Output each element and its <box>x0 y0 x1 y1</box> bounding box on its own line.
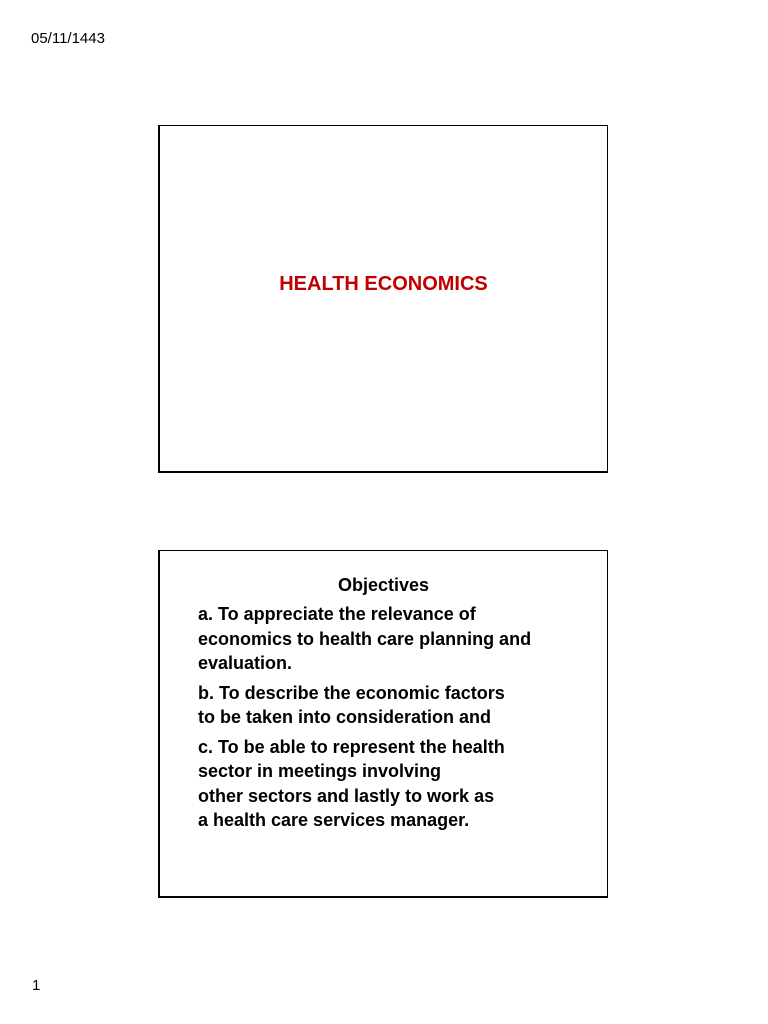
page-date: 05/11/1443 <box>31 30 105 47</box>
objective-item-b: b. To describe the economic factors to be taken into consideration and <box>198 682 505 727</box>
slide-title-card <box>158 125 608 473</box>
objective-item-a: a. To appreciate the relevance of economics to health care planning and evaluation. <box>198 604 532 673</box>
objective-item-c: c. To be able to represent the health sector in meetings involving other sectors and lastly to work as a health care services manager. <box>198 736 505 830</box>
objectives-list <box>198 602 598 838</box>
slide-title: HEALTH ECONOMICS <box>279 273 488 295</box>
page-number: 1 <box>32 977 41 994</box>
slide-objectives-card <box>158 550 608 898</box>
objectives-heading: Objectives <box>337 575 430 595</box>
